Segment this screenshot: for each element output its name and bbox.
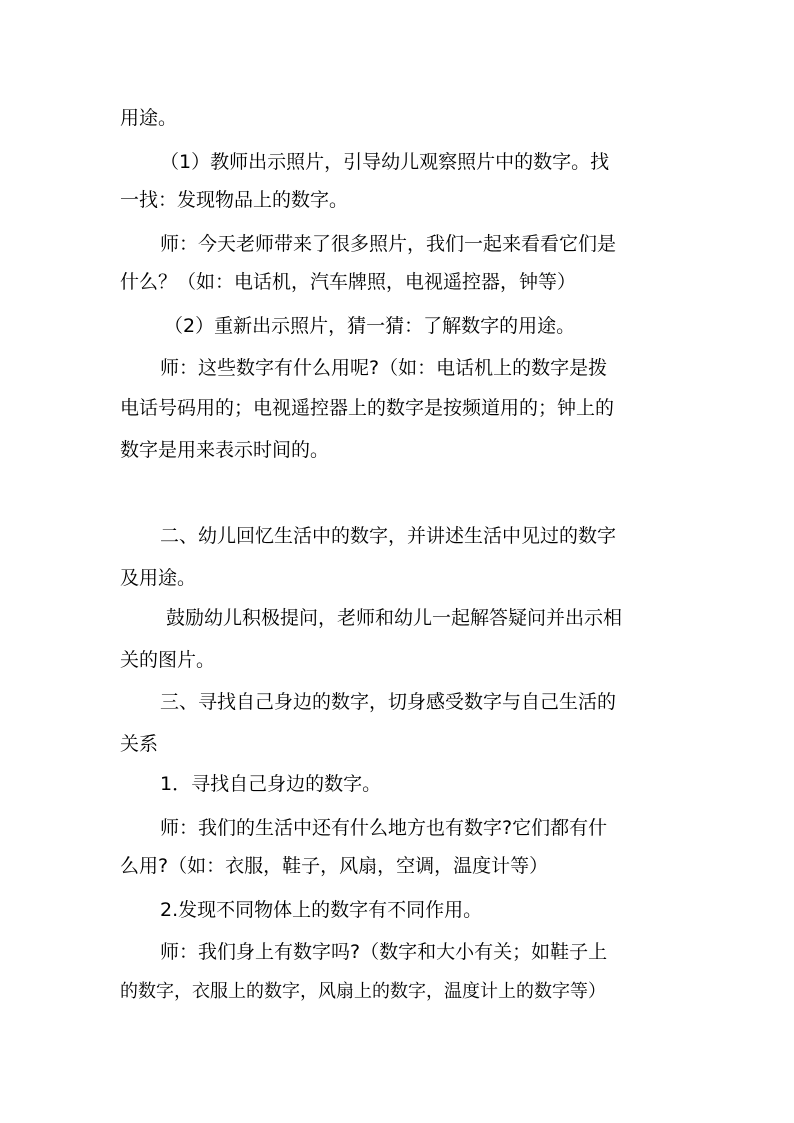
text-line: 么用?（如：衣服，鞋子，风扇，空调，温度计等） [120,855,549,877]
text-line: 电话号码用的；电视遥控器上的数字是按频道用的；钟上的 [120,397,615,419]
text-line: 关系 [120,733,159,755]
text-line: 关的图片。 [120,649,216,671]
text-line: 师：我们的生活中还有什么地方也有数字?它们都有什 [160,817,608,839]
text-line: 2.发现不同物体上的数字有不同作用。 [160,899,483,921]
text-line: 师：这些数字有什么用呢?（如：电话机上的数字是拨 [160,357,608,379]
text-line: （2）重新出示照片，猜一猜：了解数字的用途。 [164,315,576,337]
text-line: 1．寻找自己身边的数字。 [160,773,382,795]
section-heading: 三、寻找自己身边的数字，切身感受数字与自己生活的 [160,691,617,713]
text-line: （1）教师出示照片，引导幼儿观察照片中的数字。找 [160,151,610,173]
text-line: 的数字，衣服上的数字，风扇上的数字，温度计上的数字等） [120,981,606,1002]
text-line: 什么？（如：电话机，汽车牌照，电视遥控器，钟等） [120,271,577,293]
text-line: 用途。 [120,107,178,129]
text-line: 一找：发现物品上的数字。 [120,189,349,211]
text-line: 师：我们身上有数字吗?（数字和大小有关；如鞋子上 [160,941,608,963]
text-line: 及用途。 [120,567,197,589]
text-line: 师：今天老师带来了很多照片，我们一起来看看它们是 [160,233,617,255]
section-heading: 二、幼儿回忆生活中的数字，并讲述生活中见过的数字 [160,525,617,547]
text-line: 鼓励幼儿积极提问，老师和幼儿一起解答疑问并出示相 [166,607,623,629]
text-line: 数字是用来表示时间的。 [120,439,330,461]
